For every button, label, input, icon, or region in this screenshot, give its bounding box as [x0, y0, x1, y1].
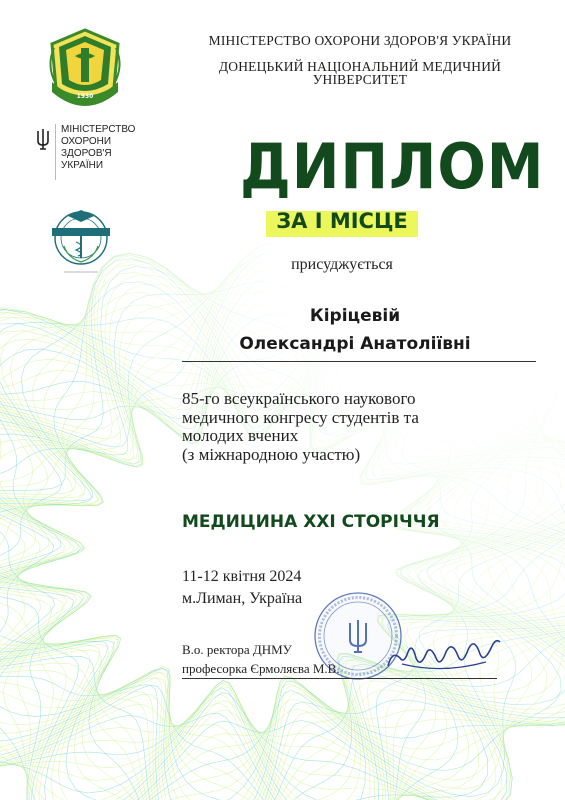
student-society-emblem: [46, 206, 116, 278]
congress-line-2: медичного конгресу студентів та: [182, 407, 419, 427]
diploma-title: ДИПЛОМ: [240, 130, 545, 203]
moz-line-3: ЗДОРОВ'Я: [61, 148, 112, 159]
event-date: 11-12 квітня 2024: [182, 568, 302, 585]
moz-line-4: УКРАЇНИ: [61, 160, 104, 171]
congress-line-1: 85-го всеукраїнського наукового: [182, 389, 416, 408]
event-location: м.Лиман, Україна: [182, 590, 303, 607]
handwritten-signature: [382, 628, 506, 680]
moz-logo-text: [61, 124, 135, 172]
congress-motto: МЕДИЦИНА XXI СТОРІЧЧЯ: [182, 512, 440, 532]
trident-icon: [36, 128, 50, 150]
moz-line-1: МІНІСТЕРСТВО: [61, 124, 136, 135]
university-heading-line2: УНІВЕРСИТЕТ: [312, 72, 408, 87]
recipient-surname: Кіріцевій: [309, 306, 401, 326]
congress-line-3: молодих вчених: [182, 426, 299, 445]
crest-year: 1930: [76, 93, 94, 100]
recipient-given-names: Олександрі Анатоліївні: [239, 334, 471, 354]
moz-line-2: ОХОРОНИ: [61, 136, 112, 147]
moz-logo-divider: [55, 124, 56, 180]
ministry-heading: МІНІСТЕРСТВО ОХОРОНИ ЗДОРОВ'Я УКРАЇНИ: [208, 33, 512, 48]
signatory-name: професорка Єрмоляєва М.В.: [182, 661, 340, 676]
signatory-position: В.о. ректора ДНМУ: [182, 642, 292, 657]
awarded-text: присуджується: [291, 256, 393, 273]
university-crest-logo: [44, 26, 126, 106]
recipient-underline: [182, 361, 536, 362]
university-heading-line1: ДОНЕЦЬКИЙ НАЦІОНАЛЬНИЙ МЕДИЧНИЙ: [218, 59, 502, 74]
congress-description: [182, 390, 532, 464]
congress-line-4: (з міжнародною участю): [182, 444, 361, 464]
place-label: ЗА І МІСЦЕ: [276, 209, 408, 233]
